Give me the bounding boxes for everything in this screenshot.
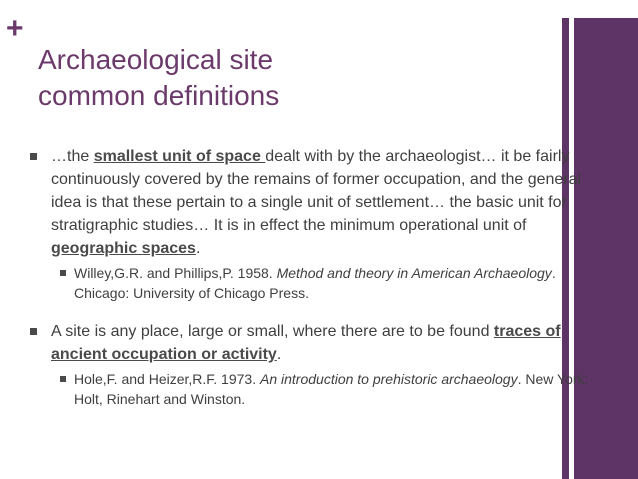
slide-content: [28, 145, 606, 409]
text-segment: dealt with by the archaeologist… it be fairly continuously covered by the remains of former occupation, and the general idea is that these pertain to a single unit of settlement… the basic unit for stratigraphic studies… It is in effect the minimum operational unit of: [51, 148, 582, 234]
square-bullet-icon: [30, 153, 37, 160]
bullet-text: [51, 145, 606, 260]
square-bullet-icon: [30, 328, 37, 335]
citation-text: [74, 263, 606, 303]
square-bullet-icon: [60, 270, 66, 276]
citation-text: [74, 369, 606, 409]
bullet-definition-2: [28, 320, 606, 366]
citation-authors: Willey,G.R. and Phillips,P. 1958.: [74, 265, 277, 281]
citation-hole-heizer: [60, 369, 606, 409]
title-line-2: common definitions: [38, 80, 280, 111]
text-segment: .: [195, 240, 201, 257]
citation-publisher: . Chicago: University of Chicago Press.: [74, 265, 556, 301]
citation-title: An introduction to prehistoric archaeology: [260, 371, 518, 387]
citation-title: Method and theory in American Archaeology: [276, 265, 552, 281]
emphasized-term: traces of ancient occupation or activity: [51, 323, 561, 363]
emphasized-term: geographic spaces: [51, 240, 196, 257]
square-bullet-icon: [60, 376, 66, 382]
text-segment: .: [276, 346, 282, 363]
title-line-1: Archaeological site: [38, 44, 274, 75]
slide-title: [38, 42, 538, 114]
citation-publisher: . New York: Holt, Rinehart and Winston.: [74, 371, 589, 407]
plus-icon: +: [6, 12, 24, 45]
text-segment: A site is any place, large or small, where there are to be found: [51, 323, 494, 340]
citation-willey-phillips: [60, 263, 606, 303]
bullet-text: [51, 320, 606, 366]
citation-authors: Hole,F. and Heizer,R.F. 1973.: [74, 371, 260, 387]
emphasized-term: smallest unit of space: [93, 148, 266, 165]
bullet-definition-1: [28, 145, 606, 260]
text-segment: …the: [51, 148, 94, 165]
